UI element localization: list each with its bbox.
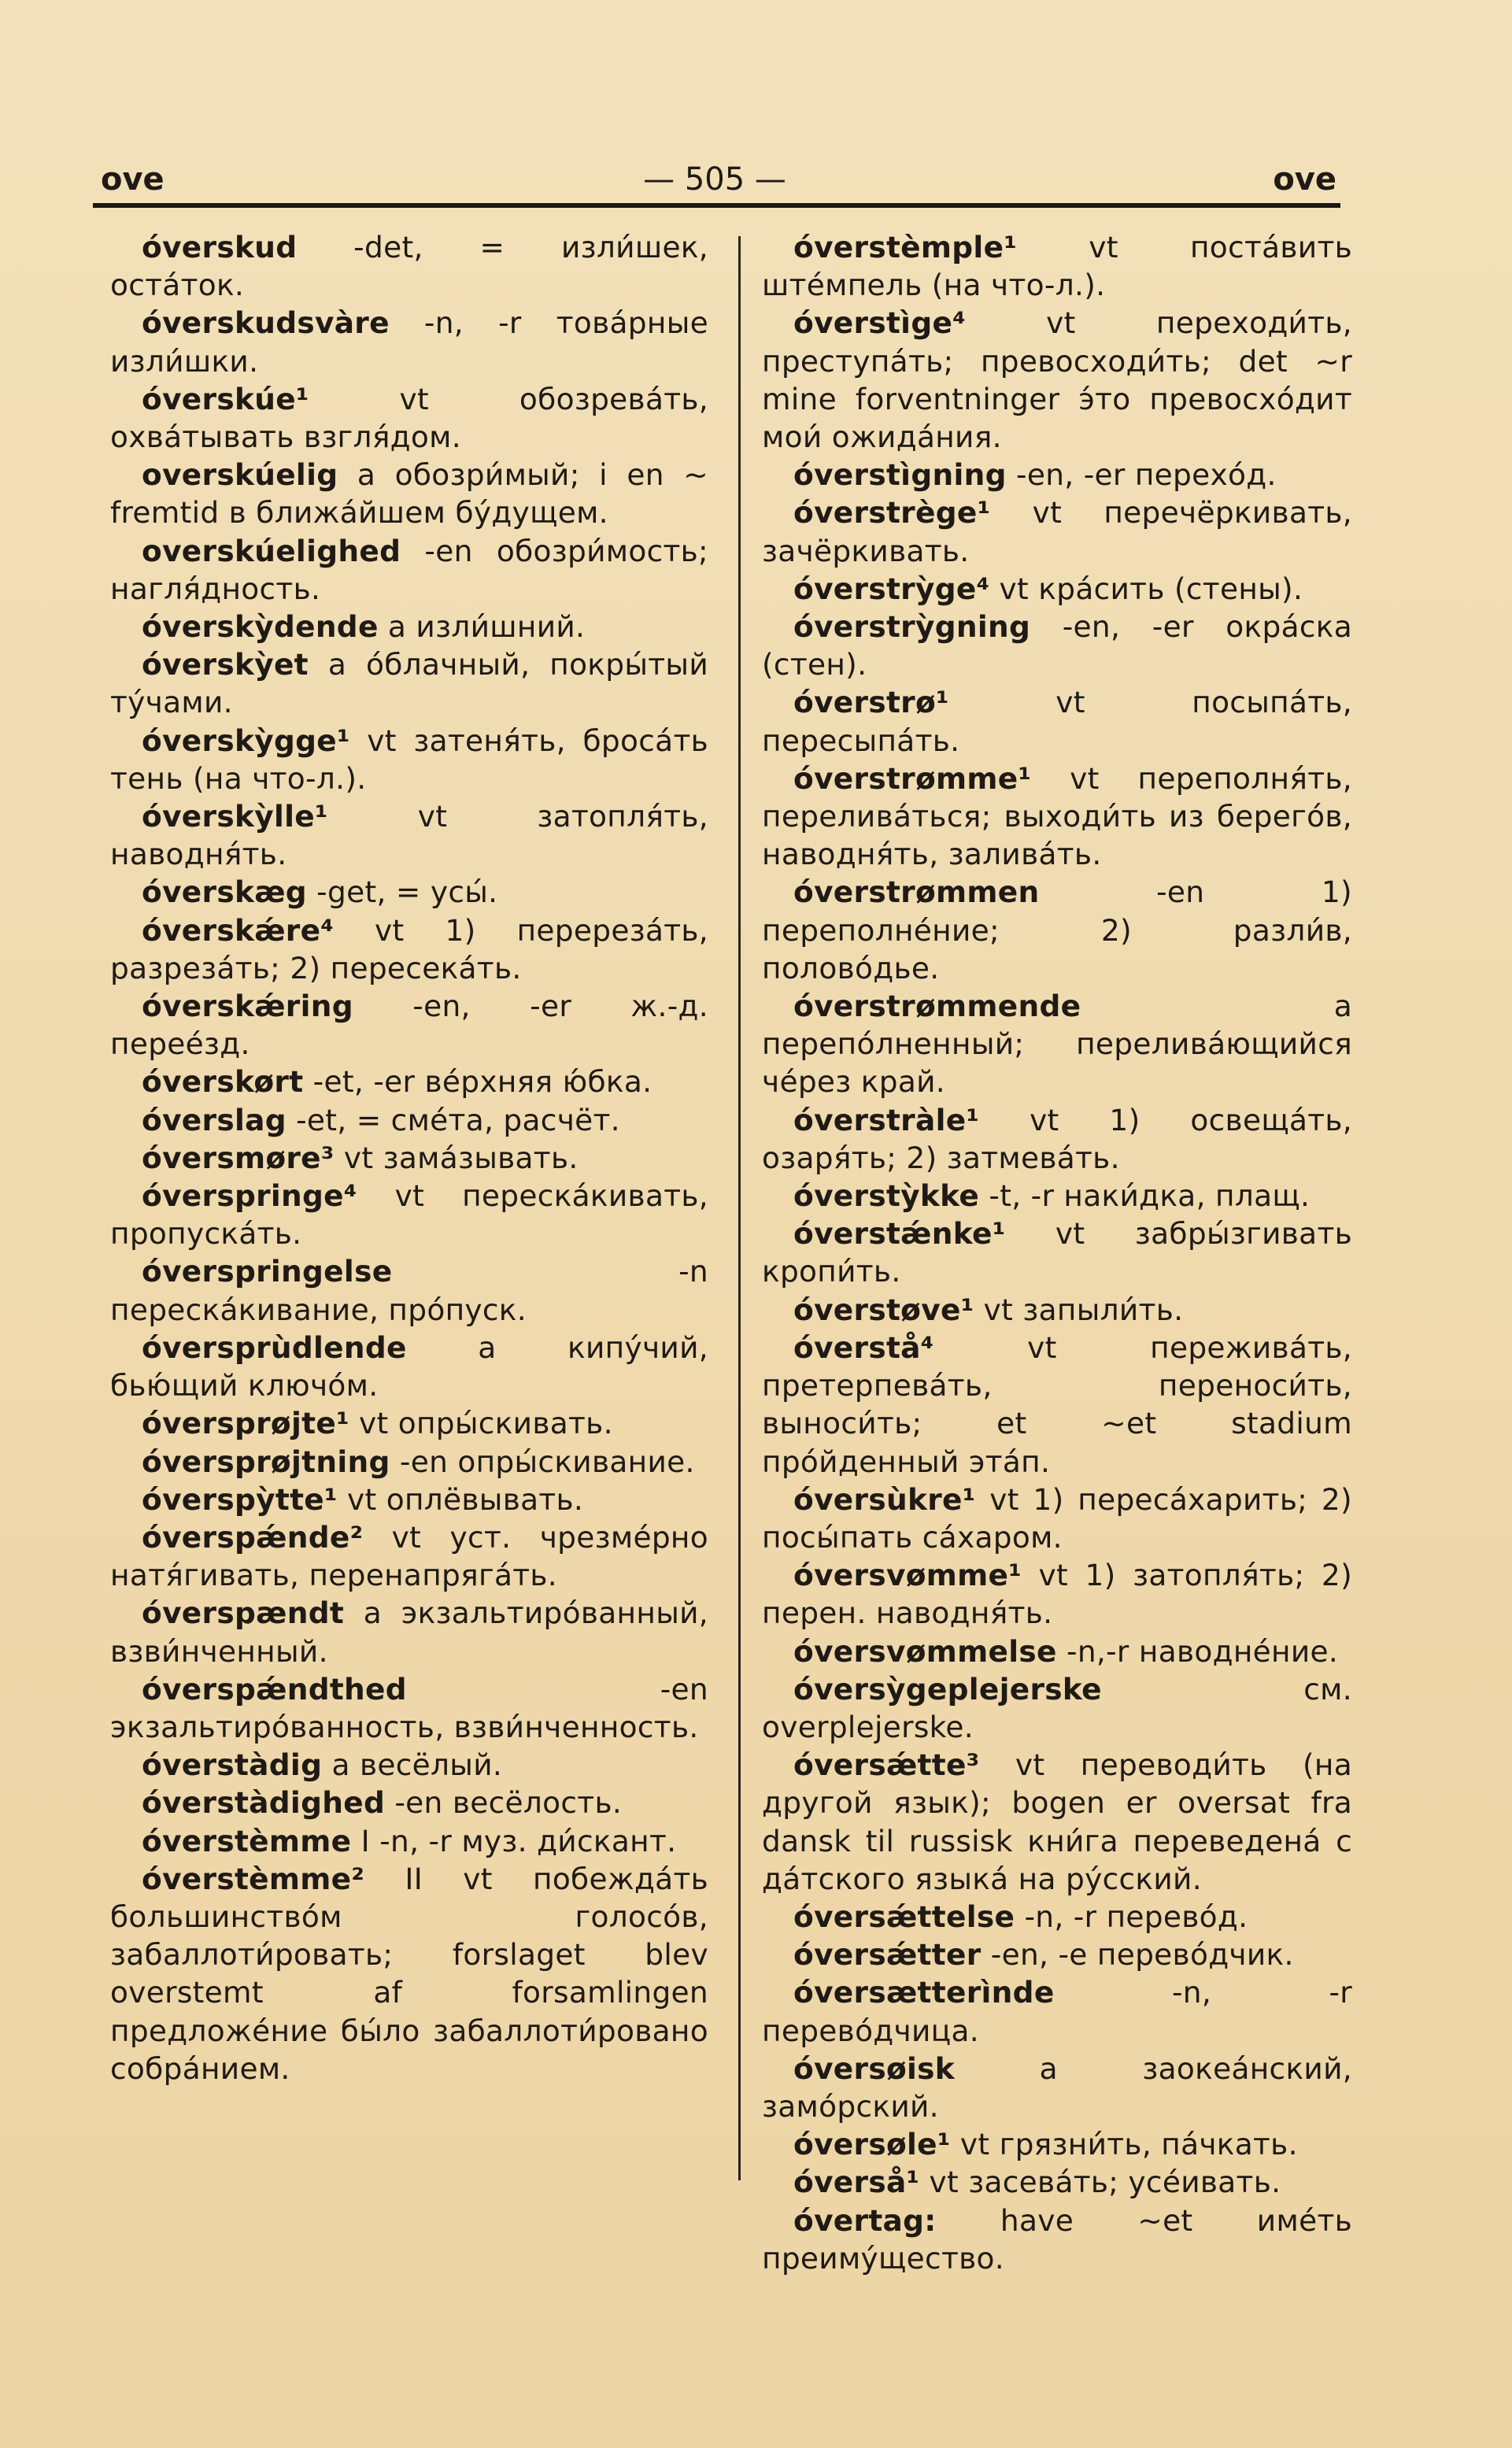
entry-definition: vt зама́зывать. xyxy=(334,1140,579,1175)
dictionary-entry xyxy=(110,797,708,873)
entry-headword: óversỳgeplejerske xyxy=(793,1671,1102,1707)
dictionary-entry xyxy=(762,1329,1352,1481)
entry-definition: -et, = сме́та, расчёт. xyxy=(286,1102,620,1137)
entry-headword: óversætterìnde xyxy=(793,1975,1055,2010)
dictionary-entry xyxy=(110,532,708,608)
entry-headword: óverstàdig xyxy=(142,1747,323,1783)
dictionary-entry xyxy=(110,645,708,721)
dictionary-entry xyxy=(762,760,1352,874)
dictionary-entry xyxy=(110,304,708,379)
dictionary-entry xyxy=(110,1139,708,1177)
page-number: — 505 — xyxy=(643,161,786,198)
entry-definition: vt 1) переса́харить; 2) посы́пать са́харом. xyxy=(762,1481,1352,1555)
entry-definition: -n, -r перево́дчица. xyxy=(762,1975,1352,2048)
dictionary-entry xyxy=(762,1556,1352,1632)
entry-definition: -n, -r това́рные изли́шки. xyxy=(110,305,708,379)
dictionary-entry xyxy=(110,912,708,987)
entry-headword: óverspỳtte¹ xyxy=(142,1481,338,1517)
entry-headword: óverstrỳge⁴ xyxy=(793,571,990,606)
dictionary-entry xyxy=(110,1063,708,1100)
entry-definition: vt грязни́ть, па́чкать. xyxy=(950,2127,1298,2162)
dictionary-entry xyxy=(762,2050,1352,2125)
dictionary-entry xyxy=(762,608,1352,683)
entry-headword: óverstèmple¹ xyxy=(793,230,1018,264)
entry-definition: a перепо́лненный; перелива́ющийся че́рез край. xyxy=(762,989,1352,1100)
entry-headword: óverstrømme¹ xyxy=(793,760,1032,796)
entry-headword: óverskỳdende xyxy=(142,609,379,645)
entry-definition: a весёлый. xyxy=(322,1747,503,1783)
dictionary-entry xyxy=(110,1518,708,1594)
entry-headword: óverstrège¹ xyxy=(793,495,991,531)
dictionary-entry xyxy=(762,1746,1352,1898)
entry-definition: vt переполня́ть, перелива́ться; выходи́ть из берего́в, наводня́ть, залива́ть. xyxy=(762,760,1352,872)
entry-definition: vt 1) перереза́ть, разреза́ть; 2) пересека́ть. xyxy=(110,912,708,985)
entry-definition: -en, -er перехо́д. xyxy=(1006,457,1277,493)
entry-definition: vt 1) затопля́ть; 2) перен. наводня́ть. xyxy=(762,1558,1352,1631)
entry-definition: I -n, -r муз. ди́скант. xyxy=(351,1823,677,1858)
entry-headword: óverså¹ xyxy=(793,2165,920,2200)
entry-definition: II vt побежда́ть большинство́м голосо́в, забаллоти́ровать; forslaget blev overstemt af forsamlingen предложе́ние бы́ло забаллоти́ровано собра́нием. xyxy=(110,1861,708,2086)
entry-definition: a обозри́мый; i en ~ fremtid в ближа́йшем бу́дущем. xyxy=(110,457,708,531)
entry-headword: óverskỳgge¹ xyxy=(142,723,350,758)
dictionary-entry xyxy=(762,1973,1352,2049)
entry-headword: óversmøre³ xyxy=(142,1140,335,1175)
entry-headword: óverstàdighed xyxy=(142,1785,386,1821)
dictionary-entry xyxy=(762,304,1352,456)
entry-definition: см. overplejerske. xyxy=(762,1671,1352,1744)
entry-headword: óversùkre¹ xyxy=(793,1481,976,1517)
entry-definition: -get, = усы́. xyxy=(306,875,498,910)
entry-definition: vt пережива́ть, претерпева́ть, переноси́ть, выноси́ть; et ~et stadium про́йденный эта́п. xyxy=(762,1329,1352,1479)
dictionary-entry xyxy=(762,1481,1352,1556)
dictionary-entry xyxy=(110,722,708,797)
entry-definition: -et, -er ве́рхняя ю́бка. xyxy=(303,1064,652,1100)
dictionary-entry xyxy=(110,1252,708,1328)
entry-headword: óverspǽnde² xyxy=(142,1519,364,1555)
entry-headword: óvertag: xyxy=(793,2202,937,2238)
entry-definition: vt кра́сить (стены). xyxy=(989,571,1303,606)
dictionary-entry xyxy=(762,228,1352,304)
entry-headword: overskúelig xyxy=(142,457,338,493)
dictionary-entry xyxy=(110,1101,708,1139)
entry-definition: vt уст. чрезме́рно натя́гивать, перенапряга́ть. xyxy=(110,1519,708,1593)
dictionary-entry xyxy=(762,873,1352,987)
entry-headword: óversprøjtning xyxy=(142,1444,390,1479)
dictionary-entry xyxy=(110,1329,708,1404)
entry-definition: vt забры́згивать кропи́ть. xyxy=(762,1216,1352,1289)
entry-definition: vt переска́кивать, пропуска́ть. xyxy=(110,1178,708,1252)
dictionary-entry xyxy=(110,608,708,645)
entry-headword: óverstèmme² xyxy=(142,1861,365,1896)
entry-definition: -n переска́кивание, про́пуск. xyxy=(110,1254,708,1327)
dictionary-entry xyxy=(110,1443,708,1481)
dictionary-entry xyxy=(110,1177,708,1252)
entry-definition: -t, -r наки́дка, плащ. xyxy=(979,1178,1311,1214)
entry-headword: overskúelighed xyxy=(142,533,401,568)
page-header xyxy=(93,156,1336,203)
dictionary-entry xyxy=(762,1898,1352,1936)
entry-definition: -en, -e перево́дчик. xyxy=(981,1937,1294,1973)
entry-headword: óversprøjte¹ xyxy=(142,1406,349,1441)
entry-headword: óverstøve¹ xyxy=(793,1292,974,1327)
dictionary-entry xyxy=(110,1404,708,1442)
entry-headword: óverstrømmen xyxy=(793,875,1040,910)
entry-headword: óverstìge⁴ xyxy=(793,305,966,341)
entry-headword: óversǽttelse xyxy=(793,1899,1015,1934)
entry-definition: vt посыпа́ть, пересыпа́ть. xyxy=(762,685,1352,758)
entry-definition: vt переводи́ть (на другой язык); bogen er oversat fra dansk til russisk кни́га переведена́ с да́тского языка́ на ру́сский. xyxy=(762,1747,1352,1896)
entry-definition: -det, = изли́шек, оста́ток. xyxy=(110,230,708,303)
entry-headword: óversvømmelse xyxy=(793,1633,1057,1669)
entry-definition: a изли́шний. xyxy=(378,609,586,645)
header-guide-word-right: ove xyxy=(1273,161,1336,198)
entry-headword: óverstrø¹ xyxy=(793,685,949,720)
entry-headword: óverskǽring xyxy=(142,989,353,1024)
entry-headword: óverskæg xyxy=(142,875,307,910)
entry-headword: óversvømme¹ xyxy=(793,1558,1022,1593)
dictionary-entry xyxy=(110,1481,708,1518)
entry-definition: vt поста́вить штéмпель (на что-л.). xyxy=(762,230,1352,303)
entry-definition: vt затеня́ть, броса́ть тень (на что-л.). xyxy=(110,723,708,796)
dictionary-entry xyxy=(110,1860,708,2087)
dictionary-entry xyxy=(110,1670,708,1746)
dictionary-entry xyxy=(762,1670,1352,1746)
entry-definition: a экзальтиро́ванный, взви́нченный. xyxy=(110,1596,708,1669)
entry-headword: óverstràle¹ xyxy=(793,1102,980,1137)
entry-definition: vt 1) освеща́ть, озаря́ть; 2) затмева́ть. xyxy=(762,1102,1352,1175)
entry-definition: -en опры́скивание. xyxy=(390,1444,695,1479)
dictionary-entry xyxy=(110,987,708,1063)
entry-headword: óverskỳet xyxy=(142,647,309,682)
dictionary-entry xyxy=(110,1784,708,1821)
entry-headword: óversøisk xyxy=(793,2050,956,2086)
entry-definition: -en весёлость. xyxy=(385,1785,623,1821)
entry-headword: óverstèmme xyxy=(142,1823,352,1858)
dictionary-entry xyxy=(110,873,708,911)
entry-headword: óverstå⁴ xyxy=(793,1329,934,1365)
entry-definition: vt затопля́ть, наводня́ть. xyxy=(110,799,708,872)
entry-definition: vt переходи́ть, преступа́ть; превосходи́ть; det ~r mine forventninger э́то превосхо́дит мои́ ожида́ния. xyxy=(762,305,1352,455)
entry-definition: -en, -er ж.-д. перее́зд. xyxy=(110,989,708,1062)
dictionary-entry xyxy=(762,456,1352,494)
header-guide-word-left: ove xyxy=(101,161,165,198)
header-rule xyxy=(93,203,1340,208)
dictionary-entry xyxy=(762,1936,1352,1973)
entry-definition: vt перечёркивать, зачёркивать. xyxy=(762,495,1352,568)
dictionary-entry xyxy=(110,380,708,456)
dictionary-entry xyxy=(762,683,1352,759)
dictionary-entry xyxy=(110,1594,708,1670)
entry-headword: óverstrỳgning xyxy=(793,609,1031,645)
entry-headword: óverspǽndthed xyxy=(142,1671,407,1707)
entry-headword: óversǽtte³ xyxy=(793,1747,980,1783)
entry-headword: óversǽtter xyxy=(793,1937,982,1973)
dictionary-entry xyxy=(110,228,708,304)
dictionary-entry xyxy=(110,456,708,531)
entry-definition: -en 1) переполне́ние; 2) разли́в, полово́дье. xyxy=(762,875,1352,985)
entry-definition: vt обозрева́ть, охва́тывать взгля́дом. xyxy=(110,381,708,455)
entry-headword: óverslag xyxy=(142,1102,287,1137)
entry-definition: -en экзальтиро́ванность, взви́нченность. xyxy=(110,1671,708,1744)
entry-definition: -n, -r перево́д. xyxy=(1015,1899,1248,1934)
entry-headword: óverskørt xyxy=(142,1064,304,1100)
dictionary-entry xyxy=(762,1633,1352,1670)
entry-definition: vt оплёвывать. xyxy=(337,1481,584,1517)
left-column xyxy=(110,228,708,2087)
dictionary-entry xyxy=(762,2125,1352,2163)
dictionary-entry xyxy=(762,1291,1352,1329)
entry-headword: óverstrømmende xyxy=(793,989,1081,1024)
entry-headword: óverskǽre⁴ xyxy=(142,912,335,948)
entry-headword: óverstǽnke¹ xyxy=(793,1216,1006,1252)
dictionary-entry xyxy=(762,1215,1352,1290)
entry-headword: óverspringelse xyxy=(142,1254,393,1289)
entry-definition: -n,-r наводне́ние. xyxy=(1056,1633,1339,1669)
entry-definition: a заокеа́нский, замо́рский. xyxy=(762,2050,1352,2124)
entry-headword: óverskúe¹ xyxy=(142,381,309,416)
entry-definition: have ~et име́ть преиму́щество. xyxy=(762,2202,1352,2276)
dictionary-entry xyxy=(110,1822,708,1860)
entry-headword: óversøle¹ xyxy=(793,2127,951,2162)
entry-definition: vt запыли́ть. xyxy=(974,1292,1184,1327)
entry-headword: óversprùdlende xyxy=(142,1329,407,1365)
entry-definition: a о́блачный, покры́тый ту́чами. xyxy=(110,647,708,720)
right-column xyxy=(762,228,1352,2277)
entry-definition: vt засева́ть; усе́ивать. xyxy=(919,2165,1281,2200)
entry-headword: óverspringe⁴ xyxy=(142,1178,357,1214)
entry-headword: óverskud xyxy=(142,230,298,264)
dictionary-entry xyxy=(762,987,1352,1101)
dictionary-entry xyxy=(762,570,1352,608)
dictionary-entry xyxy=(762,1101,1352,1177)
dictionary-entry xyxy=(762,494,1352,569)
entry-definition: -en обозри́мость; нагля́дность. xyxy=(110,533,708,606)
entry-headword: óverskỳlle¹ xyxy=(142,799,328,834)
entry-headword: óverspændt xyxy=(142,1596,345,1631)
dictionary-entry xyxy=(110,1746,708,1784)
dictionary-entry xyxy=(762,2163,1352,2201)
entry-definition: vt опры́скивать. xyxy=(349,1406,613,1441)
dictionary-entry xyxy=(762,1177,1352,1215)
column-divider xyxy=(738,236,741,2180)
entry-headword: óverstìgning xyxy=(793,457,1007,493)
entry-headword: óverstỳkke xyxy=(793,1178,980,1214)
entry-definition: a кипу́чий, бью́щий ключо́м. xyxy=(110,1329,708,1403)
dictionary-entry xyxy=(762,2202,1352,2277)
entry-headword: óverskudsvàre xyxy=(142,305,390,341)
entry-definition: -en, -er окра́ска (стен). xyxy=(762,609,1352,682)
